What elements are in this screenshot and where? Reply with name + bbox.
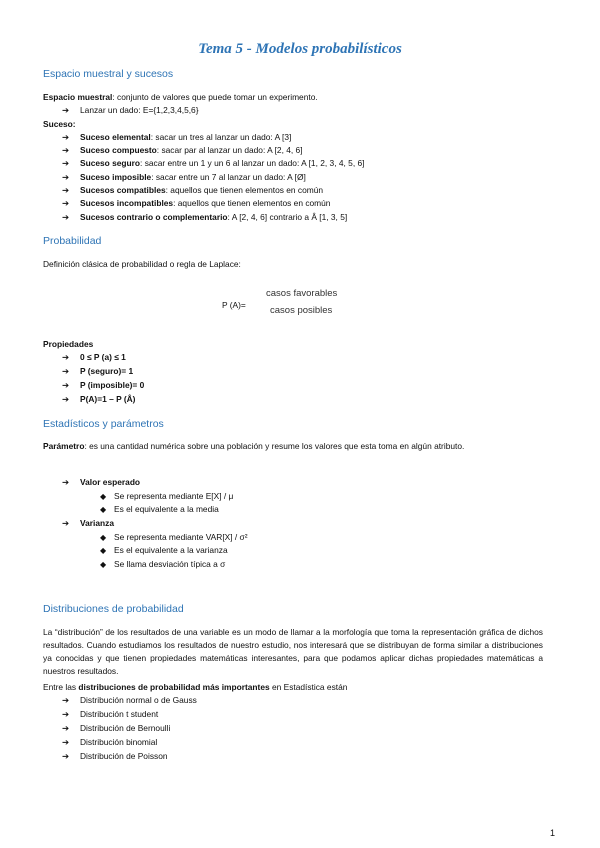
list-item bbox=[62, 352, 126, 363]
item-term: Sucesos incompatibles bbox=[80, 198, 174, 208]
diamond-bullet-icon: ◆ bbox=[100, 533, 107, 542]
laplace-intro: Definición clásica de probabilidad o regla de Laplace: bbox=[43, 259, 241, 269]
distribution-item: Distribución de Bernoulli bbox=[80, 723, 171, 733]
arrow-icon: ➔ bbox=[62, 158, 70, 168]
diamond-bullet-icon: ◆ bbox=[100, 546, 107, 555]
distribution-lead bbox=[43, 682, 347, 693]
prop-text: P (seguro)= 1 bbox=[80, 366, 134, 376]
valor-label: Valor esperado bbox=[80, 477, 141, 487]
diamond-bullet-icon: ◆ bbox=[100, 560, 107, 569]
arrow-icon: ➔ bbox=[62, 185, 70, 195]
arrow-icon: ➔ bbox=[62, 132, 70, 142]
def-text: : conjunto de valores que puede tomar un experimento. bbox=[112, 92, 318, 102]
var-item: Es el equivalente a la varianza bbox=[114, 545, 228, 555]
heading-espacio-muestral: Espacio muestral y sucesos bbox=[43, 68, 174, 80]
list-item bbox=[100, 545, 228, 556]
arrow-icon: ➔ bbox=[62, 380, 70, 390]
item-text: : A [2, 4, 6] contrario a Â [1, 3, 5] bbox=[227, 212, 348, 222]
formula-lhs: P (A)= bbox=[222, 300, 246, 310]
item-term: Suceso imposible bbox=[80, 172, 152, 182]
arrow-icon: ➔ bbox=[62, 366, 70, 376]
item-text: : sacar par al lanzar un dado: A [2, 4, 6] bbox=[156, 145, 303, 155]
lead-post: en Estadística están bbox=[269, 682, 348, 692]
distribution-paragraph: La “distribución” de los resultados de una variable es un modo de llamar a la morfología que toma la representación gráfica de dichos resultados. Cuando estudiamos los resultados de nuestro estudio, nos interesará que se distribuyan de forma similar a distribuciones ya conocidas y que tienen propiedades matemáticas interesantes, para que podamos aplicar dichas propiedades matemáticas a nuestros resultados. bbox=[43, 627, 543, 676]
item-term: Suceso elemental bbox=[80, 132, 151, 142]
distribution-item: Distribución t student bbox=[80, 709, 159, 719]
prop-text: 0 ≤ P (a) ≤ 1 bbox=[80, 352, 126, 362]
list-item bbox=[62, 132, 291, 143]
arrow-icon: ➔ bbox=[62, 737, 70, 747]
diamond-bullet-icon: ◆ bbox=[100, 505, 107, 514]
list-item bbox=[100, 504, 219, 515]
prop-text: P(A)=1 – P (Â) bbox=[80, 394, 136, 404]
distribution-item: Distribución de Poisson bbox=[80, 751, 168, 761]
list-item bbox=[62, 695, 197, 706]
page-title: Tema 5 - Modelos probabilísticos bbox=[198, 41, 402, 57]
item-text: : sacar un tres al lanzar un dado: A [3] bbox=[150, 132, 292, 142]
list-item bbox=[62, 380, 144, 391]
heading-distribuciones: Distribuciones de probabilidad bbox=[43, 603, 184, 615]
arrow-icon: ➔ bbox=[62, 695, 70, 705]
laplace-formula bbox=[222, 288, 372, 322]
page-number: 1 bbox=[549, 828, 555, 838]
arrow-icon: ➔ bbox=[62, 352, 70, 362]
arrow-icon: ➔ bbox=[62, 172, 70, 182]
arrow-icon: ➔ bbox=[62, 723, 70, 733]
arrow-icon: ➔ bbox=[62, 518, 70, 528]
prop-text: P (imposible)= 0 bbox=[80, 380, 145, 390]
formula-numerator: casos favorables bbox=[266, 288, 338, 299]
arrow-icon: ➔ bbox=[62, 145, 70, 155]
def-espacio-muestral bbox=[43, 92, 318, 103]
var-item: Se llama desviación típica a σ bbox=[114, 559, 226, 569]
arrow-icon: ➔ bbox=[62, 751, 70, 761]
lead-pre: Entre las bbox=[43, 682, 79, 692]
list-item bbox=[62, 477, 140, 488]
list-item bbox=[100, 532, 248, 543]
item-text: : aquellos que tienen elementos en común bbox=[173, 198, 331, 208]
arrow-icon: ➔ bbox=[62, 212, 70, 222]
example-text: Lanzar un dado: E={1,2,3,4,5,6} bbox=[80, 105, 199, 115]
list-item bbox=[62, 198, 330, 209]
item-text: : sacar entre un 7 al lanzar un dado: A [Ø] bbox=[151, 172, 306, 182]
item-term: Sucesos compatibles bbox=[80, 185, 166, 195]
distribution-item: Distribución normal o de Gauss bbox=[80, 695, 197, 705]
list-item bbox=[62, 737, 157, 748]
item-term: Suceso compuesto bbox=[80, 145, 157, 155]
param-term: Parámetro bbox=[43, 441, 85, 451]
list-item bbox=[62, 172, 306, 183]
arrow-icon: ➔ bbox=[62, 198, 70, 208]
heading-probabilidad: Probabilidad bbox=[43, 235, 102, 247]
heading-estadisticos: Estadísticos y parámetros bbox=[43, 418, 164, 430]
list-item bbox=[62, 145, 303, 156]
lead-bold: distribuciones de probabilidad más importantes bbox=[78, 682, 270, 692]
valor-item: Se representa mediante E[X] / μ bbox=[114, 491, 234, 501]
var-label: Varianza bbox=[80, 518, 114, 528]
list-item bbox=[62, 185, 323, 196]
arrow-icon: ➔ bbox=[62, 105, 70, 115]
list-item bbox=[62, 709, 158, 720]
list-item bbox=[62, 751, 168, 762]
item-text: : aquellos que tienen elementos en común bbox=[165, 185, 324, 195]
arrow-icon: ➔ bbox=[62, 394, 70, 404]
param-text: : es una cantidad numérica sobre una población y resume los valores que esta toma en algún atributo. bbox=[84, 441, 465, 451]
suceso-label: Suceso: bbox=[43, 119, 76, 129]
item-term: Sucesos contrario o complementario bbox=[80, 212, 228, 222]
list-item bbox=[62, 158, 364, 169]
list-item bbox=[62, 518, 114, 529]
arrow-icon: ➔ bbox=[62, 709, 70, 719]
list-item bbox=[62, 212, 347, 223]
list-item bbox=[62, 394, 135, 405]
diamond-bullet-icon: ◆ bbox=[100, 492, 107, 501]
valor-item: Es el equivalente a la media bbox=[114, 504, 219, 514]
example-line bbox=[62, 105, 199, 116]
list-item bbox=[100, 559, 225, 570]
arrow-icon: ➔ bbox=[62, 477, 70, 487]
distribution-item: Distribución binomial bbox=[80, 737, 158, 747]
item-term: Suceso seguro bbox=[80, 158, 141, 168]
list-item bbox=[100, 491, 233, 502]
formula-denominator: casos posibles bbox=[270, 305, 333, 316]
props-label: Propiedades bbox=[43, 339, 94, 349]
var-item: Se representa mediante VAR[X] / σ² bbox=[114, 532, 248, 542]
param-paragraph bbox=[43, 440, 543, 453]
list-item bbox=[62, 366, 133, 377]
list-item bbox=[62, 723, 170, 734]
item-text: : sacar entre un 1 y un 6 al lanzar un dado: A [1, 2, 3, 4, 5, 6] bbox=[140, 158, 365, 168]
def-term: Espacio muestral bbox=[43, 92, 113, 102]
